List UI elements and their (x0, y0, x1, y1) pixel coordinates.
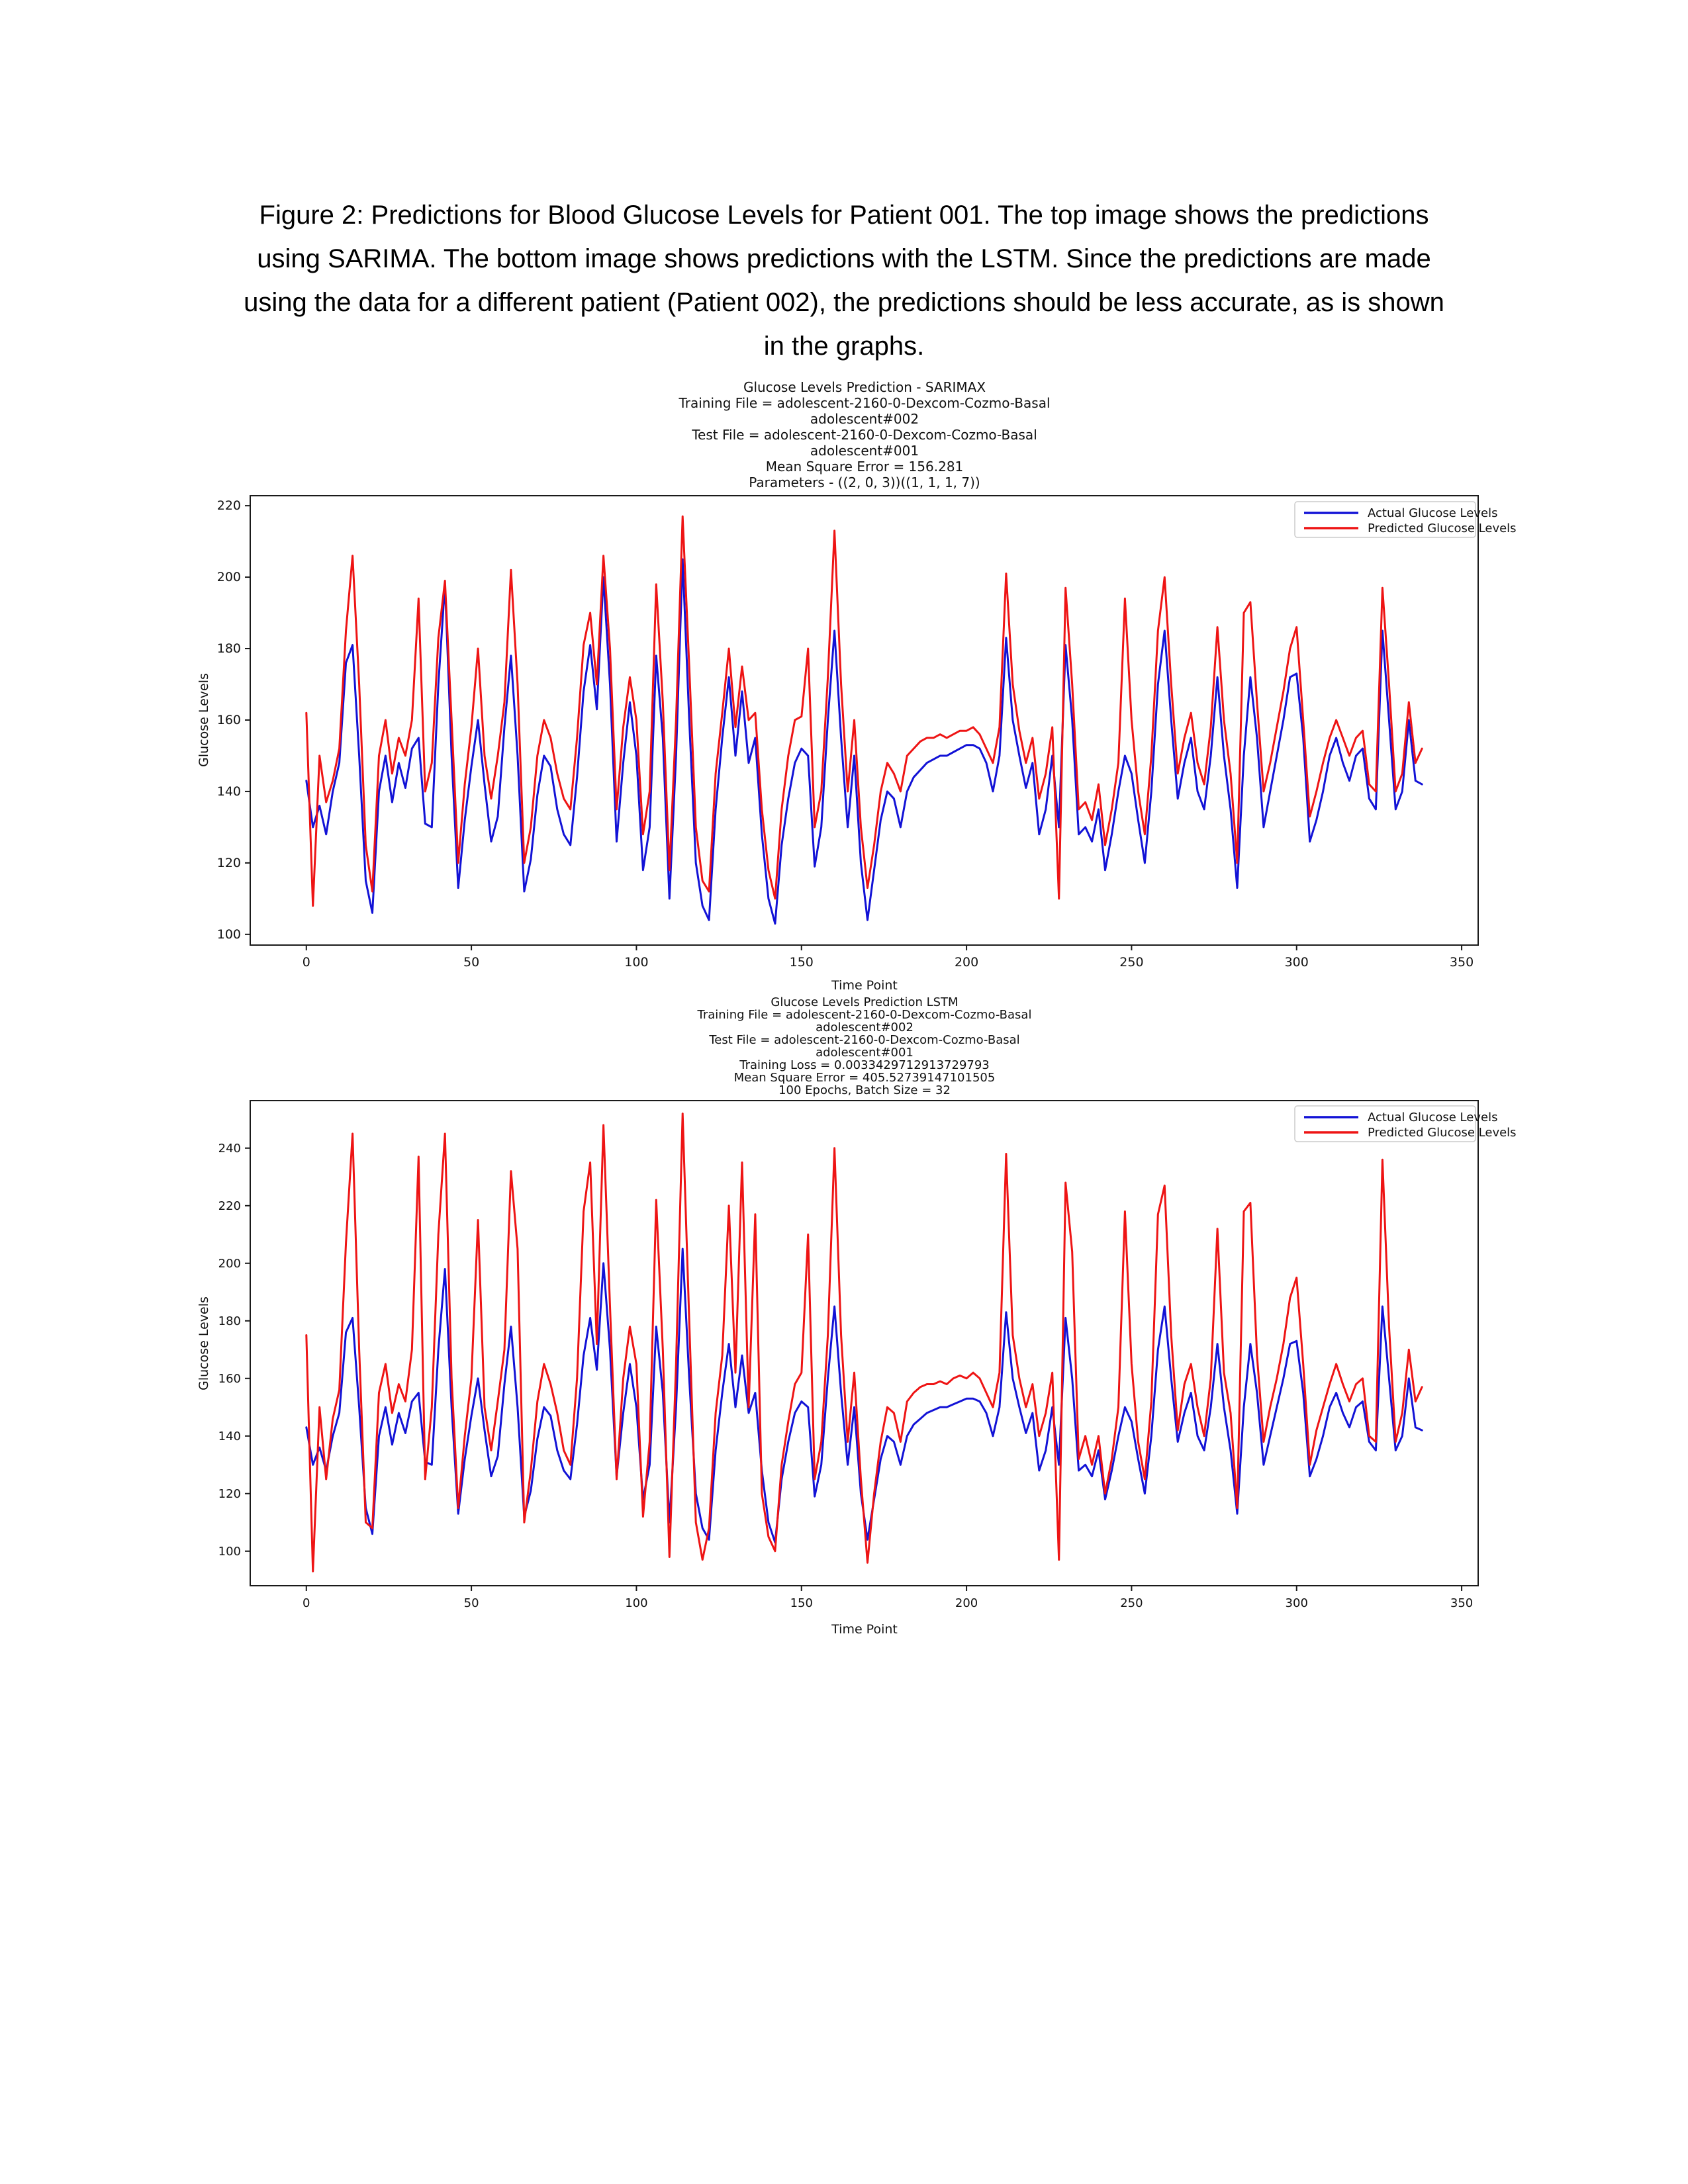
y-tick-label: 220 (216, 498, 241, 514)
y-tick-label: 160 (216, 712, 241, 727)
chart-title-line: Glucose Levels Prediction - SARIMAX (743, 379, 986, 395)
chart-title-line: adolescent#001 (816, 1046, 914, 1060)
caption-line-2: using SARIMA. The bottom image shows predictions with the LSTM. Since the predictions are made (257, 244, 1431, 273)
x-tick-label: 200 (955, 1596, 978, 1610)
chart-title-line: Training File = adolescent-2160-0-Dexcom-Cozmo-Basal (697, 1008, 1032, 1022)
chart-title-line: adolescent#002 (816, 1021, 914, 1034)
x-axis-label: Time Point (831, 978, 898, 993)
x-tick-label: 50 (463, 1596, 479, 1610)
x-tick-label: 100 (625, 1596, 648, 1610)
y-axis-label: Glucose Levels (197, 1297, 211, 1390)
x-tick-label: 250 (1119, 955, 1144, 970)
sarimax-figure (192, 371, 1516, 996)
y-tick-label: 100 (218, 1544, 241, 1559)
chart-title-line: Glucose Levels Prediction LSTM (771, 995, 959, 1009)
x-tick-label: 300 (1285, 1596, 1308, 1610)
y-tick-label: 200 (218, 1256, 241, 1271)
chart-title-line: Training File = adolescent-2160-0-Dexcom-Cozmo-Basal (679, 395, 1051, 411)
sarimax-chart-title (678, 379, 1050, 490)
y-tick-label: 180 (216, 641, 241, 657)
y-tick-label: 140 (218, 1429, 241, 1443)
chart-title-line: Training Loss = 0.0033429712913729793 (739, 1058, 990, 1072)
x-tick-label: 350 (1450, 1596, 1474, 1610)
x-tick-label: 150 (789, 955, 814, 970)
lstm-chart-title (697, 995, 1032, 1097)
y-tick-label: 120 (218, 1486, 241, 1501)
chart-title-line: Mean Square Error = 156.281 (765, 459, 964, 475)
y-tick-label: 100 (216, 927, 241, 942)
y-tick-label: 160 (218, 1371, 241, 1386)
sarimax-chart-svg (192, 371, 1516, 993)
caption-line-3: using the data for a different patient (Patient 002), the predictions should be less accurate, as is shown (244, 288, 1444, 317)
chart-title-line: adolescent#002 (810, 411, 919, 427)
chart-title-line: Test File = adolescent-2160-0-Dexcom-Cozmo-Basal (692, 427, 1037, 443)
x-tick-label: 300 (1284, 955, 1309, 970)
y-tick-label: 120 (216, 855, 241, 870)
predicted-glucose-line (306, 1114, 1422, 1572)
chart-title-line: Mean Square Error = 405.52739147101505 (733, 1071, 996, 1085)
x-tick-label: 0 (303, 1596, 310, 1610)
lstm-figure (192, 993, 1516, 1658)
legend-actual-label: Actual Glucose Levels (1368, 506, 1498, 520)
legend (1295, 502, 1516, 537)
actual-glucose-line (306, 559, 1422, 924)
chart-title-line: adolescent#001 (810, 443, 919, 459)
x-tick-label: 0 (302, 955, 310, 970)
legend (1295, 1106, 1516, 1142)
lstm-chart-svg (192, 993, 1516, 1655)
x-tick-label: 100 (624, 955, 649, 970)
y-tick-label: 240 (218, 1141, 241, 1156)
legend-actual-label: Actual Glucose Levels (1368, 1111, 1498, 1124)
x-tick-label: 350 (1449, 955, 1474, 970)
x-tick-label: 150 (790, 1596, 813, 1610)
x-axis-label: Time Point (831, 1622, 898, 1637)
caption-line-4: in the graphs. (763, 332, 925, 361)
y-tick-label: 140 (216, 784, 241, 799)
plot-content (217, 498, 1474, 970)
chart-title-line: Test File = adolescent-2160-0-Dexcom-Cozmo-Basal (709, 1033, 1020, 1047)
chart-title-line: 100 Epochs, Batch Size = 32 (778, 1083, 951, 1097)
y-tick-label: 220 (218, 1199, 241, 1213)
y-tick-label: 180 (218, 1314, 241, 1328)
figure-caption (0, 193, 1688, 368)
chart-title-line: Parameters - ((2, 0, 3))((1, 1, 1, 7)) (749, 475, 980, 490)
legend-predicted-label: Predicted Glucose Levels (1368, 522, 1516, 535)
y-tick-label: 200 (216, 570, 241, 585)
x-tick-label: 200 (954, 955, 979, 970)
plot-content (218, 1114, 1474, 1610)
y-axis-label: Glucose Levels (197, 673, 211, 767)
caption-line-1: Figure 2: Predictions for Blood Glucose Levels for Patient 001. The top image shows the predictions (259, 201, 1429, 230)
x-tick-label: 50 (463, 955, 480, 970)
x-tick-label: 250 (1120, 1596, 1143, 1610)
legend-predicted-label: Predicted Glucose Levels (1368, 1126, 1516, 1140)
